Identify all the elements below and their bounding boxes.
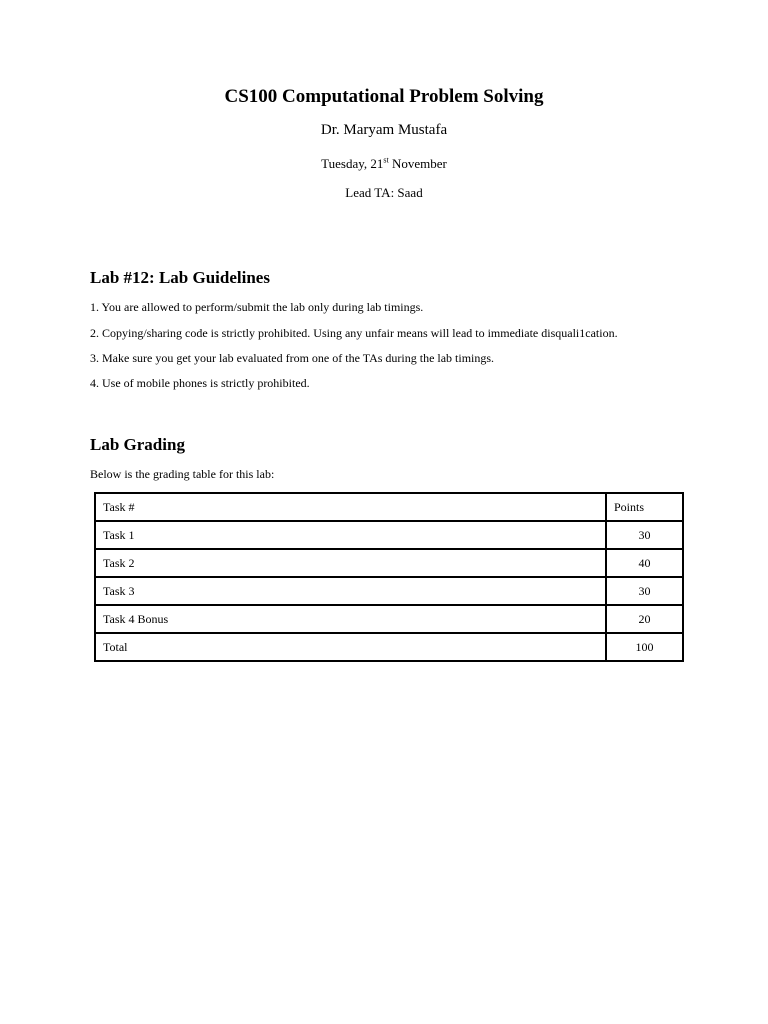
points-cell: 100	[606, 633, 683, 661]
column-header-points: Points	[606, 493, 683, 521]
date-month: November	[388, 156, 447, 171]
task-cell: Task 1	[95, 521, 606, 549]
guideline-item: 4. Use of mobile phones is strictly prohibited.	[90, 376, 310, 390]
grading-intro: Below is the grading table for this lab:	[90, 467, 275, 481]
table-header-row	[95, 493, 683, 521]
lead-ta: Lead TA: Saad	[345, 185, 423, 200]
column-header-task: Task #	[95, 493, 606, 521]
lab-date	[0, 156, 768, 172]
guidelines-heading: Lab #12: Lab Guidelines	[90, 268, 270, 287]
table-row	[95, 577, 683, 605]
guideline-item: 3. Make sure you get your lab evaluated from one of the TAs during the lab timings.	[90, 351, 495, 365]
points-cell: 30	[606, 577, 683, 605]
date-day: Tuesday, 21	[321, 156, 384, 171]
task-cell: Task 2	[95, 549, 606, 577]
grading-heading: Lab Grading	[90, 435, 185, 454]
guideline-item: 2. Copying/sharing code is strictly prohibited. Using any unfair means will lead to immediate disquali1cation.	[90, 326, 618, 340]
task-cell: Total	[95, 633, 606, 661]
task-cell: Task 3	[95, 577, 606, 605]
document-title: CS100 Computational Problem Solving	[224, 86, 544, 107]
points-cell: 40	[606, 549, 683, 577]
grading-table	[94, 492, 684, 662]
instructor-name: Dr. Maryam Mustafa	[320, 122, 448, 138]
date-ordinal: st	[383, 155, 389, 165]
points-cell: 30	[606, 521, 683, 549]
task-cell: Task 4 Bonus	[95, 605, 606, 633]
table-row	[95, 521, 683, 549]
table-row	[95, 549, 683, 577]
table-row-total	[95, 633, 683, 661]
guideline-item: 1. You are allowed to perform/submit the lab only during lab timings.	[90, 300, 424, 314]
points-cell: 20	[606, 605, 683, 633]
table-row	[95, 605, 683, 633]
